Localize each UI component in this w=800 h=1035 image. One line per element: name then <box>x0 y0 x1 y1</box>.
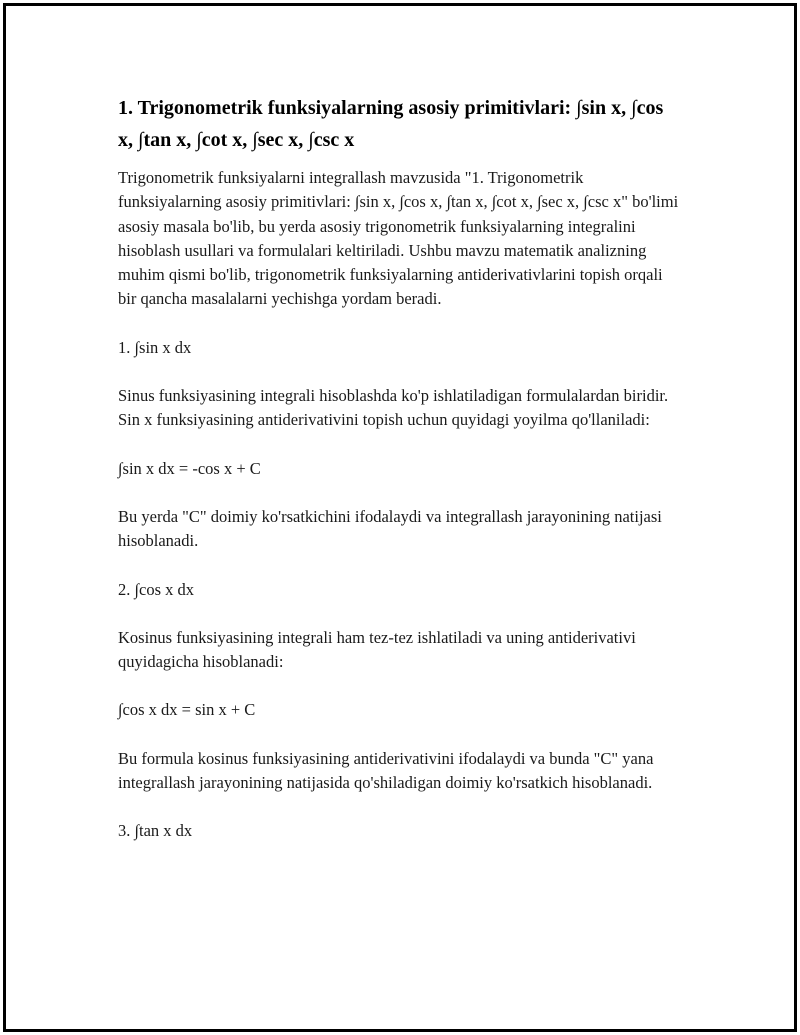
cos-formula: ∫cos x dx = sin x + C <box>118 700 256 720</box>
tan-subheading: 3. ∫tan x dx <box>118 821 193 841</box>
cos-explanation: Kosinus funksiyasining integrali ham tez-tez ishlatiladi va uning antiderivativi quyidagicha hisoblanadi: <box>118 627 636 672</box>
sin-constant-note: Bu yerda "C" doimiy ko'rsatkichini ifodalaydi va integrallash jarayonining natijasi hisoblanadi. <box>118 506 662 551</box>
cos-constant-note: Bu formula kosinus funksiyasining antiderivativini ifodalaydi va bunda "C" yana integrallash jarayonining natijasida qo'shiladigan doimiy ko'rsatkich hisoblanadi. <box>118 748 654 793</box>
sin-formula: ∫sin x dx = -cos x + C <box>118 458 261 478</box>
sin-explanation: Sinus funksiyasining integrali hisoblashda ko'p ishlatiladigan formulalardan biridir. Sin x funksiyasining antiderivativini topish uchun quyidagi yoyilma qo'llaniladi: <box>118 386 669 430</box>
sin-subheading: 1. ∫sin x dx <box>118 337 192 357</box>
document-title: 1. Trigonometrik funksiyalarning asosiy primitivlari: ∫sin x, ∫cos x, ∫tan x, ∫cot x, ∫sec x, ∫csc x <box>118 97 664 151</box>
document-body <box>118 92 683 868</box>
cos-subheading: 2. ∫cos x dx <box>118 579 195 599</box>
intro-paragraph: Trigonometrik funksiyalarni integrallash mavzusida "1. Trigonometrik funksiyalarning asosiy primitivlari: ∫sin x, ∫cos x, ∫tan x, ∫cot x, ∫sec x, ∫csc x" bo'limi asosiy masala bo'lib, bu yerda asosiy trigonometrik funksiyalarning integralini hisoblash usullari va formulalari keltiriladi. Ushbu mavzu matematik analizning muhim qismi bo'lib, trigonometrik funksiyalarning antiderivativlarini topish orqali bir qancha masalalarni yechishga yordam beradi. <box>118 168 679 309</box>
